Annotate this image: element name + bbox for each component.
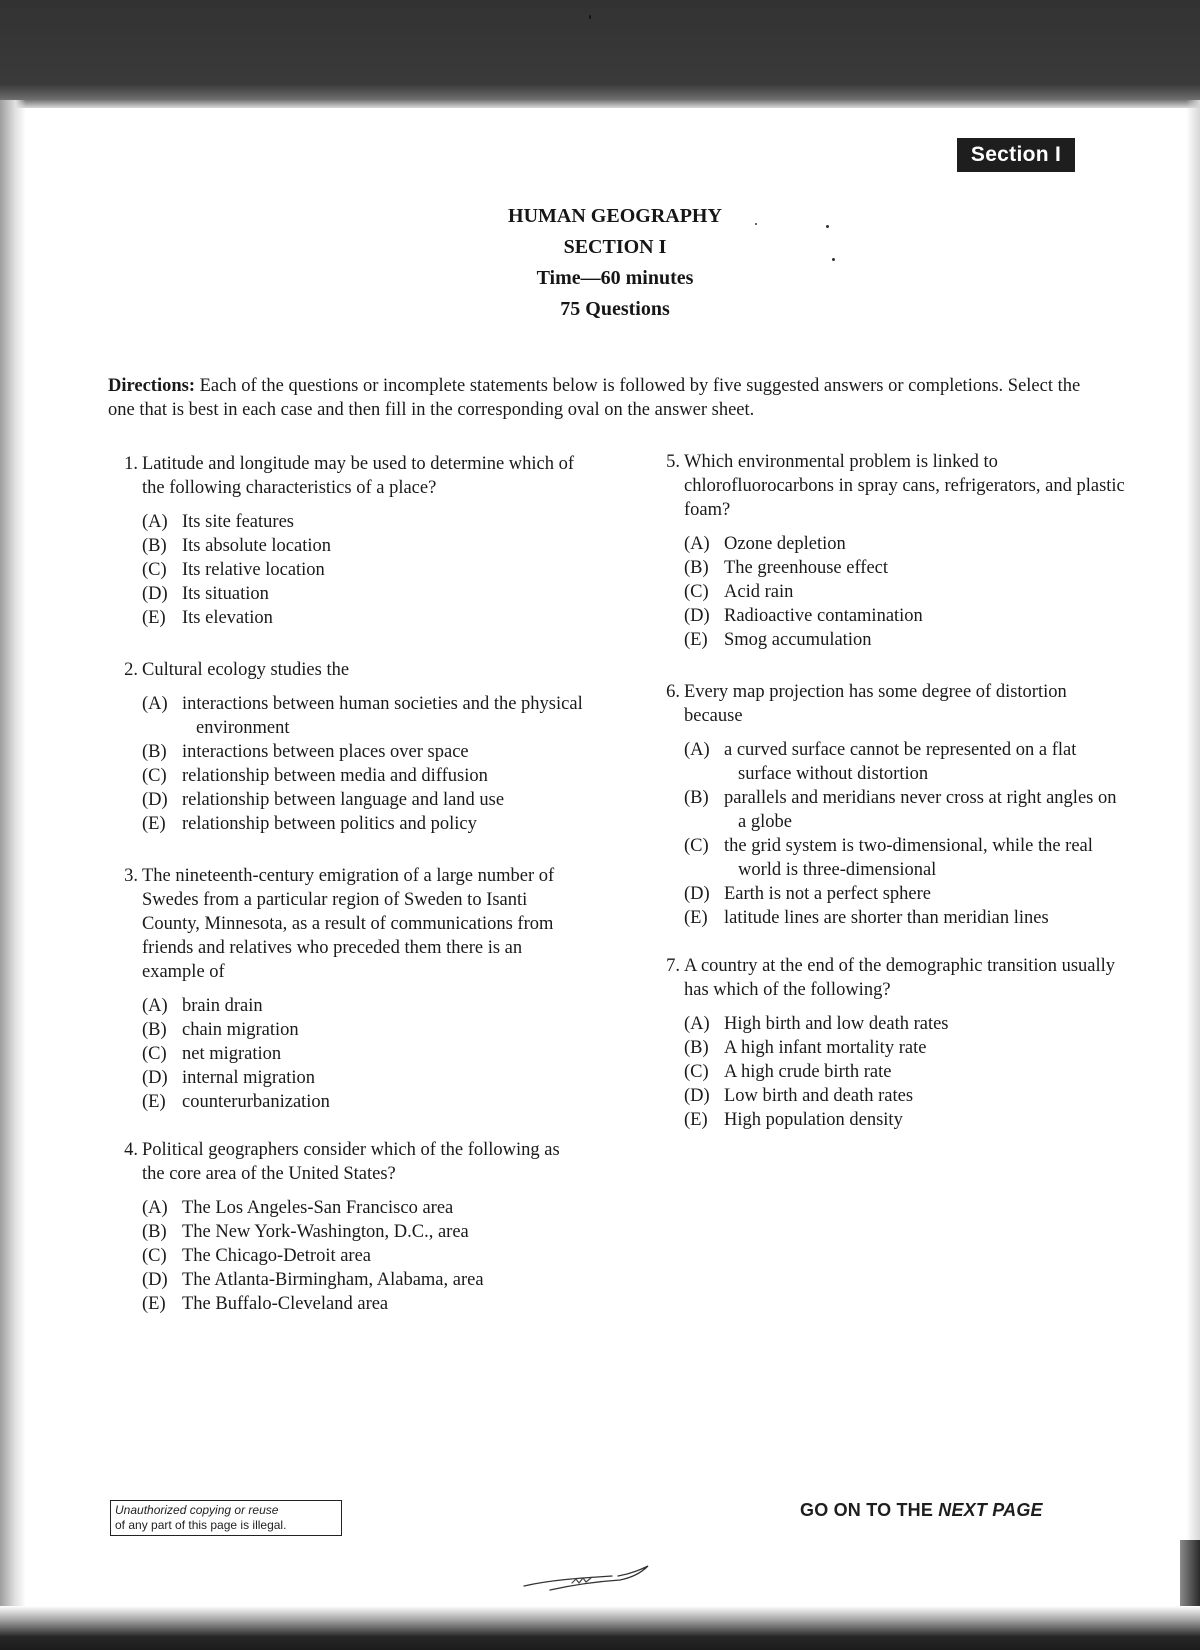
exam-section: SECTION I bbox=[563, 236, 667, 258]
answer-option: (B) The New York-Washington, D.C., area bbox=[142, 1222, 469, 1242]
exam-header bbox=[400, 201, 830, 325]
answer-options bbox=[114, 1196, 584, 1316]
answer-options bbox=[114, 994, 584, 1114]
scan-speck bbox=[755, 223, 757, 225]
copyright-notice bbox=[110, 1500, 342, 1536]
answer-option: (B) The greenhouse effect bbox=[684, 558, 889, 578]
question-number: 6. bbox=[666, 682, 680, 702]
exam-subject: HUMAN GEOGRAPHY bbox=[508, 205, 722, 227]
section-badge: Section I bbox=[957, 138, 1075, 172]
exam-question-count: 75 Questions bbox=[560, 298, 670, 320]
scan-right-edge bbox=[1186, 100, 1200, 1610]
answer-option: (C) Its relative location bbox=[142, 560, 325, 580]
answer-option: (C) net migration bbox=[142, 1044, 282, 1064]
question-number: 3. bbox=[124, 866, 138, 886]
answer-option: (A) Its site features bbox=[142, 512, 294, 532]
pen-scribble-mark bbox=[520, 1556, 670, 1596]
question-text: Which environmental problem is linked to chlorofluorocarbons in spray cans, refrigerators, and plastic foam? bbox=[684, 452, 1125, 520]
answer-option: (B) A high infant mortality rate bbox=[684, 1038, 927, 1058]
answer-option: (B) interactions between places over space bbox=[142, 742, 469, 762]
answer-options bbox=[656, 532, 1126, 652]
question-number: 5. bbox=[666, 452, 680, 472]
scan-top-shadow bbox=[0, 0, 1200, 108]
directions-text: Each of the questions or incomplete statements below is followed by five suggested answers or completions. Select the one that is best in each case and then fill in the corresponding oval on the answer sheet. bbox=[108, 376, 1081, 420]
answer-option: (D) Its situation bbox=[142, 584, 269, 604]
directions bbox=[108, 374, 1098, 422]
answer-option: (D) Low birth and death rates bbox=[684, 1086, 914, 1106]
question-6 bbox=[656, 680, 1126, 930]
copyright-line-2: of any part of this page is illegal. bbox=[115, 1518, 287, 1532]
answer-options bbox=[114, 692, 584, 836]
scan-speck bbox=[826, 225, 829, 228]
question-3 bbox=[114, 864, 584, 1114]
answer-option: (C) The Chicago-Detroit area bbox=[142, 1246, 372, 1266]
answer-option: (A) The Los Angeles-San Francisco area bbox=[142, 1198, 454, 1218]
question-stem bbox=[114, 452, 584, 500]
answer-option: (D) internal migration bbox=[142, 1068, 316, 1088]
question-stem bbox=[656, 680, 1126, 728]
answer-option: (E) Its elevation bbox=[142, 608, 273, 628]
scan-right-tab bbox=[1180, 1540, 1200, 1610]
go-on-next-page bbox=[800, 1500, 1043, 1521]
answer-option: (D) The Atlanta-Birmingham, Alabama, area bbox=[142, 1270, 484, 1290]
question-7 bbox=[656, 954, 1126, 1132]
answer-option: (C) relationship between media and diffusion bbox=[142, 766, 488, 786]
question-text: Latitude and longitude may be used to determine which of the following characteristics of a place? bbox=[142, 454, 575, 498]
answer-option: (A) Ozone depletion bbox=[684, 534, 846, 554]
answer-option: (B) chain migration bbox=[142, 1020, 299, 1040]
question-text: Cultural ecology studies the bbox=[142, 660, 350, 680]
answer-option: (E) The Buffalo-Cleveland area bbox=[142, 1294, 389, 1314]
answer-option: (D) Radioactive contamination bbox=[684, 606, 923, 626]
question-4 bbox=[114, 1138, 584, 1316]
answer-option: (E) High population density bbox=[684, 1110, 903, 1130]
scan-speck bbox=[832, 258, 835, 261]
answer-option: (D) relationship between language and land use bbox=[142, 790, 505, 810]
answer-options bbox=[656, 1012, 1126, 1132]
question-2 bbox=[114, 658, 584, 836]
question-number: 7. bbox=[666, 956, 680, 976]
answer-option: (C) A high crude birth rate bbox=[684, 1062, 892, 1082]
directions-lead: Directions: bbox=[108, 376, 195, 396]
answer-option: (A) a curved surface cannot be represented on a flat surface without distortion bbox=[684, 740, 1077, 784]
answer-option: (E) relationship between politics and policy bbox=[142, 814, 477, 834]
answer-option: (E) latitude lines are shorter than meridian lines bbox=[684, 908, 1049, 928]
answer-options bbox=[114, 510, 584, 630]
question-5 bbox=[656, 450, 1126, 652]
question-number: 4. bbox=[124, 1140, 138, 1160]
answer-option: (A) brain drain bbox=[142, 996, 263, 1016]
question-number: 2. bbox=[124, 660, 138, 680]
question-stem bbox=[656, 450, 1126, 522]
scan-bottom-shadow bbox=[0, 1606, 1200, 1650]
answer-option: (C) the grid system is two-dimensional, while the real world is three-dimensional bbox=[684, 836, 1093, 880]
answer-options bbox=[656, 738, 1126, 930]
next-page-prefix: GO ON TO THE bbox=[800, 1500, 939, 1520]
answer-option: (E) Smog accumulation bbox=[684, 630, 872, 650]
question-stem bbox=[114, 864, 584, 984]
question-stem bbox=[656, 954, 1126, 1002]
question-number: 1. bbox=[124, 454, 138, 474]
copyright-line-1: Unauthorized copying or reuse bbox=[115, 1503, 279, 1517]
answer-option: (D) Earth is not a perfect sphere bbox=[684, 884, 932, 904]
answer-option: (B) parallels and meridians never cross at right angles on a globe bbox=[684, 788, 1117, 832]
scan-left-shadow bbox=[0, 100, 26, 1610]
question-text: The nineteenth-century emigration of a large number of Swedes from a particular region of Sweden to Isanti County, Minnesota, as a result of communications from friends and relatives who preceded them there is an example of bbox=[142, 866, 555, 982]
question-stem bbox=[114, 1138, 584, 1186]
answer-option: (B) Its absolute location bbox=[142, 536, 331, 556]
answer-option: (E) counterurbanization bbox=[142, 1092, 330, 1112]
answer-option: (C) Acid rain bbox=[684, 582, 794, 602]
question-text: Political geographers consider which of the following as the core area of the United States? bbox=[142, 1140, 560, 1184]
scan-speck bbox=[589, 15, 591, 19]
next-page-emphasis: NEXT PAGE bbox=[938, 1500, 1043, 1520]
answer-option: (A) interactions between human societies and the physical environment bbox=[142, 694, 583, 738]
question-text: Every map projection has some degree of distortion because bbox=[684, 682, 1067, 726]
exam-time: Time—60 minutes bbox=[536, 267, 694, 289]
question-text: A country at the end of the demographic transition usually has which of the following? bbox=[684, 956, 1116, 1000]
question-1 bbox=[114, 452, 584, 630]
question-stem bbox=[114, 658, 584, 682]
answer-option: (A) High birth and low death rates bbox=[684, 1014, 949, 1034]
